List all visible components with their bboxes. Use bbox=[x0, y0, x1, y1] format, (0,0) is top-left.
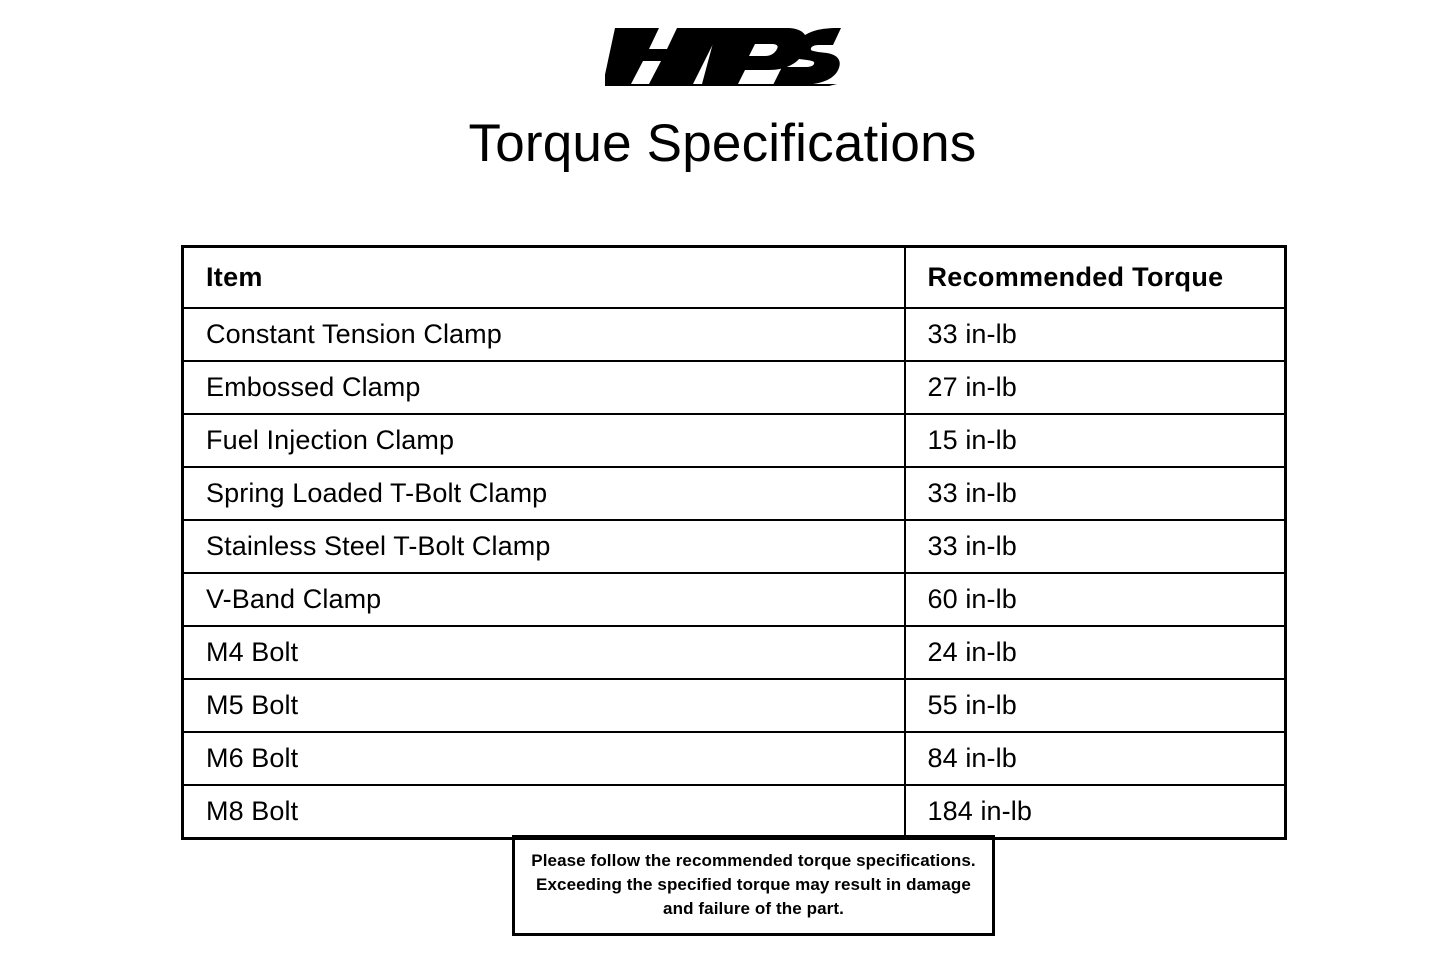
cell-torque: 27 in-lb bbox=[905, 361, 1286, 414]
cell-torque: 24 in-lb bbox=[905, 626, 1286, 679]
warning-note bbox=[512, 835, 995, 936]
cell-item: M6 Bolt bbox=[183, 732, 905, 785]
cell-item: Constant Tension Clamp bbox=[183, 308, 905, 361]
torque-specifications-table bbox=[181, 245, 1287, 840]
table-row bbox=[183, 361, 1286, 414]
brand-logo bbox=[0, 0, 1445, 86]
table-header-row bbox=[183, 247, 1286, 309]
table-row bbox=[183, 679, 1286, 732]
cell-torque: 33 in-lb bbox=[905, 520, 1286, 573]
note-line-2: Exceeding the specified torque may result in damage bbox=[536, 875, 971, 895]
page-title: Torque Specifications bbox=[468, 114, 977, 173]
cell-torque: 60 in-lb bbox=[905, 573, 1286, 626]
table-row bbox=[183, 573, 1286, 626]
cell-torque: 33 in-lb bbox=[905, 308, 1286, 361]
cell-item: Spring Loaded T-Bolt Clamp bbox=[183, 467, 905, 520]
table-row bbox=[183, 732, 1286, 785]
table-row bbox=[183, 520, 1286, 573]
cell-item: Embossed Clamp bbox=[183, 361, 905, 414]
table-row bbox=[183, 414, 1286, 467]
hps-logo-icon bbox=[605, 26, 841, 86]
cell-torque: 84 in-lb bbox=[905, 732, 1286, 785]
torque-table-container bbox=[181, 245, 1287, 840]
table-row bbox=[183, 467, 1286, 520]
cell-item: Fuel Injection Clamp bbox=[183, 414, 905, 467]
cell-item: Stainless Steel T-Bolt Clamp bbox=[183, 520, 905, 573]
column-header-torque: Recommended Torque bbox=[905, 247, 1286, 309]
cell-item: M5 Bolt bbox=[183, 679, 905, 732]
column-header-item: Item bbox=[183, 247, 905, 309]
note-line-3: and failure of the part. bbox=[663, 899, 844, 919]
cell-item: V-Band Clamp bbox=[183, 573, 905, 626]
table-row bbox=[183, 785, 1286, 839]
cell-torque: 15 in-lb bbox=[905, 414, 1286, 467]
cell-torque: 33 in-lb bbox=[905, 467, 1286, 520]
cell-item: M8 Bolt bbox=[183, 785, 905, 839]
note-line-1: Please follow the recommended torque specifications. bbox=[531, 851, 976, 870]
cell-item: M4 Bolt bbox=[183, 626, 905, 679]
cell-torque: 55 in-lb bbox=[905, 679, 1286, 732]
cell-torque: 184 in-lb bbox=[905, 785, 1286, 839]
table-row bbox=[183, 626, 1286, 679]
table-row bbox=[183, 308, 1286, 361]
